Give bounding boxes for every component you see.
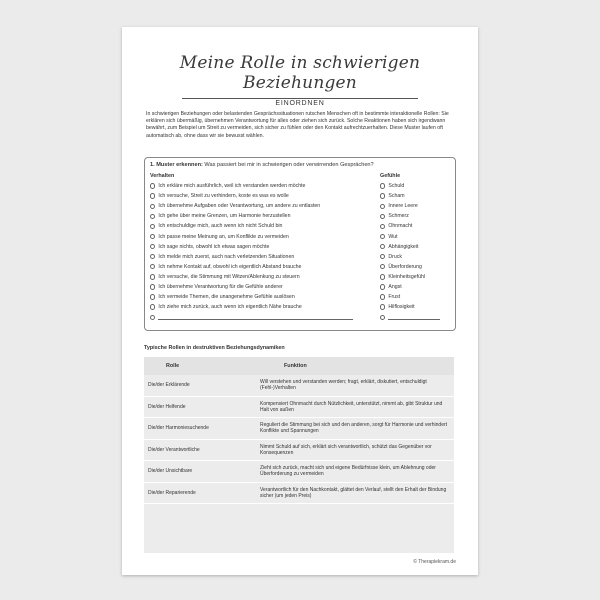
feelings-header: Gefühle xyxy=(380,173,401,179)
list-item-label: Ich melde mich zuerst, auch nach verletzenden Situationen xyxy=(158,253,295,260)
checkbox-circle[interactable] xyxy=(150,244,155,249)
list-item xyxy=(380,302,450,312)
checkbox-circle[interactable] xyxy=(380,224,385,229)
list-item-label: Ich gehe über meine Grenzen, um Harmonie herzustellen xyxy=(158,213,291,220)
list-item-label: Hilflosigkeit xyxy=(388,304,415,311)
list-item xyxy=(150,221,380,231)
list-item-label: Ich sage nichts, obwohl ich etwas sagen möchte xyxy=(158,243,270,250)
list-item-label: Überforderung xyxy=(388,263,422,270)
list-item xyxy=(380,282,450,292)
list-item-label: Ich erkläre mich ausführlich, weil ich verstanden werden möchte xyxy=(158,183,306,190)
list-item-label: Ich passe meine Meinung an, um Konflikte zu vermeiden xyxy=(158,233,289,240)
checkbox-circle[interactable] xyxy=(380,254,385,259)
section-number-label: 1. Muster erkennen: xyxy=(150,162,203,168)
table-row xyxy=(144,375,454,397)
checkbox-circle[interactable] xyxy=(380,193,385,198)
list-item xyxy=(150,211,380,221)
list-item-label: Druck xyxy=(388,253,402,260)
role-cell: Die/der Verantwortliche xyxy=(148,446,200,453)
function-cell: Will verstehen und verstanden werden; fragt, erklärt, diskutiert, entschuldigt (Fehl-)Verhalten xyxy=(260,379,427,392)
table-row xyxy=(144,461,454,483)
list-item xyxy=(150,252,380,262)
checkbox-circle[interactable] xyxy=(150,193,155,198)
checkbox-circle[interactable] xyxy=(150,183,155,188)
checkbox-circle[interactable] xyxy=(150,214,155,219)
list-item-label: Scham xyxy=(388,193,405,200)
list-item xyxy=(380,191,450,201)
roles-table-body xyxy=(144,375,454,504)
checkbox-circle[interactable] xyxy=(150,264,155,269)
list-item xyxy=(150,242,380,252)
table-row xyxy=(144,397,454,419)
list-item xyxy=(150,302,380,312)
header-function: Funktion xyxy=(284,363,307,369)
blank-write-line[interactable] xyxy=(388,314,440,320)
table-row xyxy=(144,483,454,505)
list-item xyxy=(150,262,380,272)
list-item xyxy=(150,181,380,191)
checkbox-circle[interactable] xyxy=(380,315,385,320)
list-item xyxy=(150,312,380,322)
role-cell: Die/der Harmoniesuchende xyxy=(148,425,209,432)
role-cell: Die/der Reparierende xyxy=(148,489,196,496)
list-item xyxy=(380,292,450,302)
list-item-label: Innere Leere xyxy=(388,203,418,210)
role-cell: Die/der Helfende xyxy=(148,403,186,410)
list-item-label: Angst xyxy=(388,283,402,290)
list-item-label: Schuld xyxy=(388,183,405,190)
list-item xyxy=(380,252,450,262)
checkbox-circle[interactable] xyxy=(150,315,155,320)
list-item xyxy=(380,242,450,252)
checkbox-circle[interactable] xyxy=(380,304,385,309)
list-item-label: Ich versuche, die Stimmung mit Witzen/Ablenkung zu steuern xyxy=(158,273,300,280)
function-cell: Reguliert die Stimmung bei sich und den anderen, sorgt für Harmonie und verhindert Konflikte und Spannungen xyxy=(260,422,448,435)
page-title: Meine Rolle in schwierigen Beziehungen xyxy=(179,53,421,93)
function-cell: Kompensiert Ohnmacht durch Nützlichkeit, unterstützt, nimmt ab, gibt Struktur und Halt von außen xyxy=(260,400,443,413)
checkbox-circle[interactable] xyxy=(380,183,385,188)
checkbox-circle[interactable] xyxy=(380,294,385,299)
roles-section-title: Typische Rollen in destruktiven Beziehungsdynamiken xyxy=(144,345,285,351)
list-item xyxy=(380,221,450,231)
function-cell: Nimmt Schuld auf sich, erklärt sich verantwortlich, schützt das Gegenüber vor Konsequenzen xyxy=(260,443,432,456)
list-item xyxy=(380,231,450,241)
roles-table xyxy=(144,357,454,553)
list-item xyxy=(150,272,380,282)
list-item-label: Schmerz xyxy=(388,213,409,220)
checkbox-circle[interactable] xyxy=(150,304,155,309)
list-item-label: Ich nehme Kontakt auf, obwohl ich eigentlich Abstand brauche xyxy=(158,263,302,270)
list-item xyxy=(150,292,380,302)
list-item-label: Ich versuche, Streit zu verhindern, koste es was es wolle xyxy=(158,193,289,200)
table-row xyxy=(144,418,454,440)
list-item xyxy=(150,231,380,241)
list-item xyxy=(150,191,380,201)
feelings-list xyxy=(380,181,450,322)
checkbox-circle[interactable] xyxy=(150,294,155,299)
function-cell: Verantwortlich für den Nachkontakt, glättet den Verlauf, stellt den Erhalt der Bindung sicher (um jeden Preis) xyxy=(260,486,447,499)
list-item xyxy=(380,312,450,322)
copyright-footer: © Therapiekram.de xyxy=(413,559,456,565)
checkbox-circle[interactable] xyxy=(380,244,385,249)
list-item xyxy=(380,181,450,191)
list-item-label: Ich entschuldige mich, auch wenn ich nicht Schuld bin xyxy=(158,223,283,230)
checkbox-circle[interactable] xyxy=(380,284,385,289)
section-question-text: Was passiert bei mir in schwierigen oder verwirrenden Gesprächen? xyxy=(204,162,374,168)
intro-paragraph: In schwierigen Beziehungen oder belastenden Gesprächssituationen rutschen Menschen oft in bestimmte interaktionelle Rollen: Sie erklären sich übermäßig, übernehmen Verantwortung für alles oder ziehen sich zurück. Solche Reaktionen haben sich irgendwann bewährt, zum Beispiel um Streit zu vermeiden, sich sicher zu fühlen oder den Kontakt aufrechtzuerhalten. Diese Muster laufen oft automatisch ab, ohne dass wir sie bewusst wählen. xyxy=(146,111,449,139)
checkbox-circle[interactable] xyxy=(380,204,385,209)
list-item xyxy=(380,262,450,272)
title-underline xyxy=(182,98,418,99)
checkbox-circle[interactable] xyxy=(150,284,155,289)
checkbox-circle[interactable] xyxy=(380,234,385,239)
list-item xyxy=(150,282,380,292)
list-item-label: Wut xyxy=(388,233,398,240)
table-row xyxy=(144,440,454,462)
checkbox-circle[interactable] xyxy=(380,264,385,269)
list-item-label: Ich übernehme Verantwortung für die Gefühle anderer xyxy=(158,283,283,290)
list-item-label: Ohnmacht xyxy=(388,223,413,230)
list-item-label: Ich vermeide Themen, die unangenehme Gefühle auslösen xyxy=(158,294,295,301)
list-item-label: Ich übernehme Aufgaben oder Verantwortung, um andere zu entlasten xyxy=(158,203,321,210)
section-question xyxy=(150,162,374,168)
list-item-label: Abhängigkeit xyxy=(388,243,419,250)
list-item xyxy=(150,201,380,211)
blank-write-line[interactable] xyxy=(158,314,353,320)
role-cell: Die/der Unsichtbare xyxy=(148,468,193,475)
behaviour-list xyxy=(150,181,380,322)
checkbox-circle[interactable] xyxy=(150,274,155,279)
function-cell: Zieht sich zurück, macht sich und eigene Bedürfnisse klein, um Ablehnung oder Überforderung zu vermeiden xyxy=(260,465,436,478)
checkbox-circle[interactable] xyxy=(150,204,155,209)
checkbox-circle[interactable] xyxy=(380,274,385,279)
checkbox-circle[interactable] xyxy=(380,214,385,219)
worksheet-page xyxy=(122,27,478,575)
list-item-label: Ich ziehe mich zurück, auch wenn ich eigentlich Nähe brauche xyxy=(158,304,302,311)
checkbox-circle[interactable] xyxy=(150,224,155,229)
checkbox-circle[interactable] xyxy=(150,234,155,239)
list-item xyxy=(380,272,450,282)
list-item-label: Frust xyxy=(388,294,401,301)
roles-table-header xyxy=(144,357,454,375)
page-subtitle: EINORDNEN xyxy=(275,100,325,107)
behaviour-header: Verhalten xyxy=(150,173,175,179)
list-item xyxy=(380,211,450,221)
checkbox-circle[interactable] xyxy=(150,254,155,259)
pattern-recognition-box xyxy=(144,157,456,331)
list-item xyxy=(380,201,450,211)
role-cell: Die/der Erklärende xyxy=(148,382,190,389)
list-item-label: Kleinheitsgefühl xyxy=(388,273,426,280)
header-role: Rolle xyxy=(166,363,180,369)
